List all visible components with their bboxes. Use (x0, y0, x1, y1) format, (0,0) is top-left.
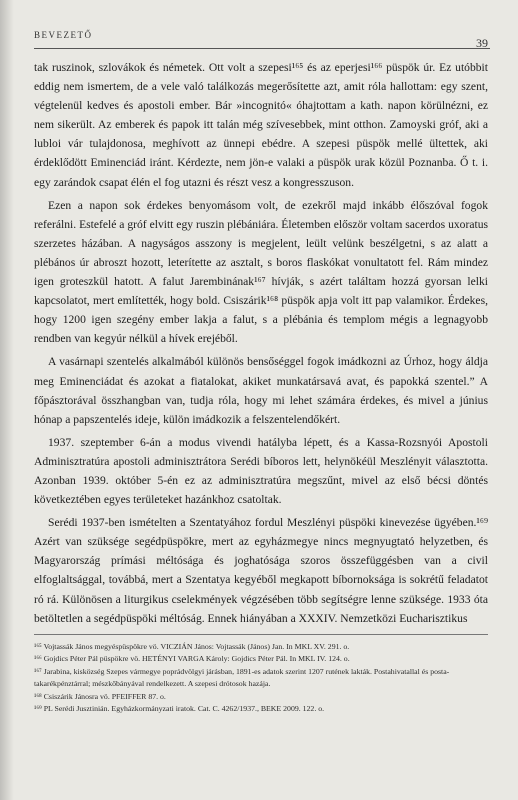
paragraph: Ezen a napon sok érdekes benyomásom volt, de ezekről majd inkább élőszóval fogok referálni. Estefelé a gróf elvitt egy ruszin plébániára. Életemben először voltam sacerdos uxoratus szerzetes házában. A nagyságos asszony is megjelent, leült velünk beszélgetni, s az alatt a plébános úr abroszt hozott, leterítette az asztalt, s boros flaskókat vonultatott fel. Rám mindez igen groteszkül hatott. A falut Jarembinának¹⁶⁷ hívják, s azért találtam hozzá gyorsan lelki kapcsolatot, mert említették, hogy bold. Csiszárik¹⁶⁸ püspök apja volt itt pap valamikor. Érdekes, hogy 1200 igen szegény ember lakja a falut, s a plébánia és templom mégis a legnagyobb rendben van kegyúr nélkül a hívek erejéből. (34, 198, 488, 346)
footnote: ¹⁶⁹ PL Serédi Jusztinián. Egyházkormányzati iratok. Cat. C. 4262/1937., BEKE 2009. 122. o. (34, 704, 325, 714)
footnote: ¹⁶⁷ Jarabina, kisközség Szepes vármegye poprádvölgyi járásban, 1891-es adatok szerint 1207 rutének lakták. Postahivatallal és posta-takarékpénztárral; mészkőbányával rendelkezett. A szepesi drótosok hazája. (34, 666, 450, 689)
footnote: ¹⁶⁶ Gojdics Péter Pál püspökre vö. HETÉNYI VARGA Károly: Gojdics Péter Pál. In MKL IV. 124. o. (34, 654, 350, 664)
page-header (34, 30, 490, 49)
body-text (34, 58, 488, 632)
footnote: ¹⁶⁵ Vojtassák János megyéspüspökre vö. VICZIÁN János: Vojtassák (János) Jan. In MKL XV. 291. o. (34, 642, 350, 651)
paragraph: Serédi 1937-ben ismételten a Szentatyához fordul Meszlényi püspöki kinevezése ügyében.¹⁶⁹ Azért van szüksége segédpüspökre, mert az egyházmegye nincs megnyugtató helyzetben, és Magyarország prímási méltósága és joghatósága szoros összefüggésben van a civil elfoglaltsággal, továbbá, mert a Szentatya kegyéből megkapott bíbornoksága is sokrétű feladatot ró rá. Különösen a liturgikus cselekmények végzésében több segítségre lenne szüksége. 1933 óta betöltetlen a segédpüspöki méltóság. Ennek hiányában a XXXIV. Nemzetközi Eucharisztikus (34, 516, 488, 625)
running-head: BEVEZETŐ (34, 30, 93, 40)
paragraph: A vasárnapi szentelés alkalmából különös bensőséggel fogok imádkozni az Úrhoz, hogy áldja meg Eminenciádat és azokat a fiatalokat, akiket munkatársavá avat, és papokká szentel.” A főpásztorával összhangban van, tudja róla, hogy mi lehet számára érdekes, és mivel a június hónap a papszentelés ideje, külön imádkozik a felszentelendőkért. (34, 355, 488, 426)
paragraph: tak ruszinok, szlovákok és németek. Ott volt a szepesi¹⁶⁵ és az eperjesi¹⁶⁶ püspök úr. Ez utóbbit eddig nem ismertem, de a vele való találkozás megerősítette azt, amit róla hallottam: egy szent, végtelenül kedves és apostoli ember. Bár »incognitó« óhajtottam a kath. napon körülnézni, ez nem sikerült. Az emberek és papok itt talán még szívesebbek, mint otthon. Zamoyski gróf, aki a lubloi vár tulajdonosa, meghívott az ünnepi ebédre. A szepesi püspök mellé ültettek, aki érdeklődött Eminenciád iránt. Kérdezte, nem jön-e valaki a püspök urak közül Poznanba. Ő t. i. egy zarándok csapat élén el fog utazni és részt vesz a kongresszuson. (34, 61, 488, 189)
footnote: ¹⁶⁸ Csiszárik Jánosra vö. PFEIFFER 87. o. (34, 691, 166, 701)
paragraph: 1937. szeptember 6-án a modus vivendi hatályba lépett, és a Kassa-Rozsnyói Apostoli Adminisztratúra apostoli adminisztrátora Serédi bíboros lett, helynökéül Meszlényit választotta. Azonban 1939. október 5-én ez az adminisztratúra megszűnt, mivel az első bécsi döntés következtében egyes területeket hazánkhoz csatoltak. (34, 435, 488, 507)
page-number: 39 (476, 36, 488, 50)
footnotes (34, 634, 488, 715)
